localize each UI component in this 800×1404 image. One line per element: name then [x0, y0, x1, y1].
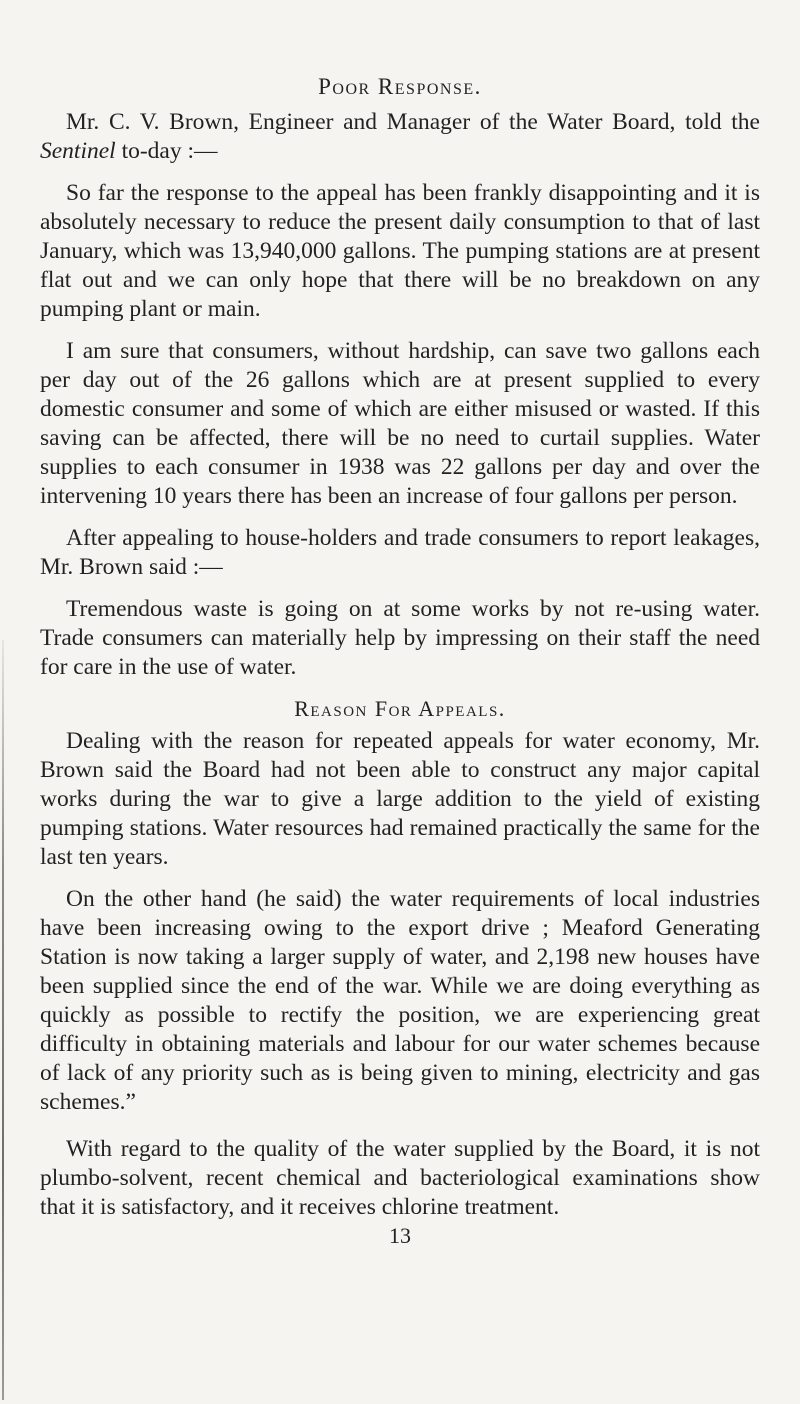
paragraph-quality: With regard to the quality of the water supplied by the Board, it is not plumbo-solvent, recent chemical and bacteriological examinations show that it is satisfactory, and it receives chlorine treatment. [40, 1136, 760, 1220]
paragraph-waste: Tremendous waste is going on at some works by not re-using water. Trade consumers can materially help by impressing on their staff the need for care in the use of water. [40, 596, 760, 680]
intro-paragraph [40, 108, 760, 166]
section-heading-reason-for-appeals: Reason For Appeals. [294, 696, 506, 721]
intro-text-after: to-day :— [115, 138, 218, 164]
paragraph-economy: Dealing with the reason for repeated appeals for water economy, Mr. Brown said the Board had not been able to construct any major capital works during the war to give a large addition to the yield of existing pumping stations. Water resources had remained practically the same for the last ten years. [40, 728, 760, 870]
newspaper-name: Sentinel [40, 138, 116, 164]
intro-text-before: Mr. C. V. Brown, Engineer and Manager of the Water Board, told the [66, 109, 760, 135]
paragraph-requirements: On the other hand (he said) the water requirements of local industries have been increasing owing to the export drive ; Meaford Generating Station is now taking a larger supply of water, and 2,198 new houses have been supplied since the end of the war. While we are doing everything as quickly as possible to rectify the position, we are experiencing great difficulty in obtaining materials and labour for our water schemes because of lack of any priority such as is being given to mining, electricity and gas schemes.” [40, 886, 760, 1115]
page-edge-shadow [2, 640, 4, 1400]
page-number: 13 [389, 1223, 411, 1248]
paragraph-consumption: So far the response to the appeal has been frankly disappointing and it is absolutely necessary to reduce the present daily consumption to that of last January, which was 13,940,000 gallons. The pumping stations are at present flat out and we can only hope that there will be no breakdown on any pumping plant or main. [40, 180, 760, 322]
paragraph-leakages: After appealing to house-holders and trade consumers to report leakages, Mr. Brown said :— [40, 525, 760, 580]
paragraph-saving: I am sure that consumers, without hardship, can save two gallons each per day out of the 26 gallons which are at present supplied to every domestic consumer and some of which are either misused or wasted. If this saving can be affected, there will be no need to curtail supplies. Water supplies to each consumer in 1938 was 22 gallons per day and over the intervening 10 years there has been an increase of four gallons per person. [40, 338, 760, 509]
section-heading-poor-response: Poor Response. [318, 74, 482, 99]
